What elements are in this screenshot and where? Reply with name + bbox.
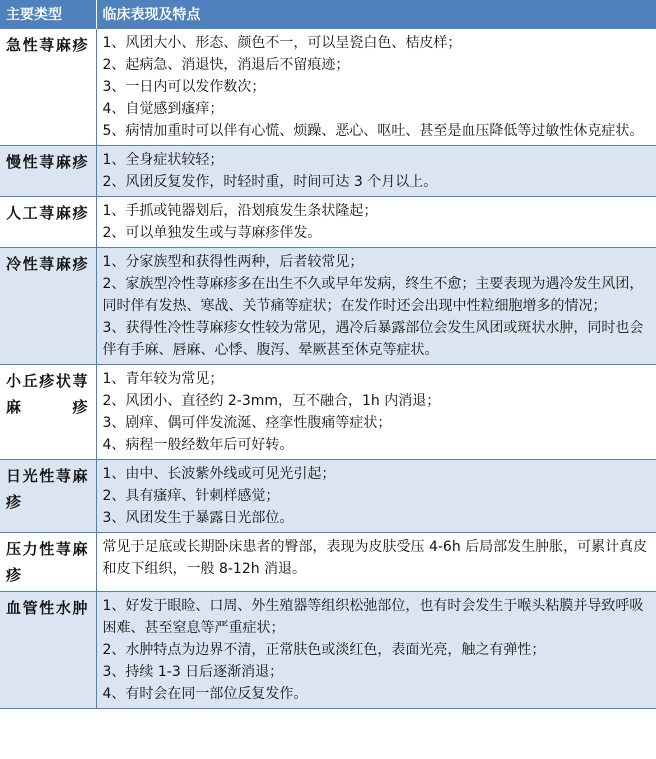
feature-line: 2、具有瘙痒、针刺样感觉； [102, 488, 280, 504]
feature-line: 2、可以单独发生或与荨麻疹伴发。 [102, 225, 322, 241]
table-row [0, 592, 656, 709]
feature-line: 1、手抓或钝器划后，沿划痕发生条状隆起； [102, 203, 378, 219]
feature-line: 3、风团发生于暴露日光部位。 [102, 510, 294, 526]
row-type: 人工荨麻疹 [0, 197, 96, 248]
header-type: 主要类型 [0, 0, 96, 29]
header-features: 临床表现及特点 [96, 0, 656, 29]
row-type: 急性荨麻疹 [0, 29, 96, 146]
feature-line: 常见于足底或长期卧床患者的臀部，表现为皮肤受压 4-6h 后局部发生肿胀，可累计真皮和皮下组织，一般 8-12h 消退。 [102, 539, 648, 577]
feature-line: 3、一日内可以发作数次； [102, 79, 266, 95]
feature-line: 5、病情加重时可以伴有心慌、烦躁、恶心、呕吐、甚至是血压降低等过敏性休克症状。 [102, 123, 644, 139]
row-type: 日光性荨麻疹 [0, 460, 96, 533]
row-type: 冷性荨麻疹 [0, 248, 96, 365]
feature-line: 3、剧痒、偶可伴发流涎、痉挛性腹痛等症状； [102, 415, 392, 431]
table-row [0, 533, 656, 592]
feature-line: 4、有时会在同一部位反复发作。 [102, 686, 308, 702]
feature-line: 2、家族型冷性荨麻疹多在出生不久或早年发病，终生不愈；主要表现为遇冷发生风团，同时伴有发热、寒战、关节痛等症状；在发作时还会出现中性粒细胞增多的情况； [102, 276, 644, 314]
row-features [96, 197, 656, 248]
table-row [0, 197, 656, 248]
row-type: 压力性荨麻疹 [0, 533, 96, 592]
feature-line: 1、风团大小、形态、颜色不一，可以呈瓷白色、桔皮样； [102, 35, 462, 51]
row-features [96, 460, 656, 533]
feature-line: 4、自觉感到瘙痒； [102, 101, 224, 117]
row-features [96, 248, 656, 365]
feature-line: 2、风团小、直径约 2-3mm，互不融合，1h 内消退； [102, 393, 441, 409]
feature-line: 2、起病急、消退快，消退后不留痕迹； [102, 57, 350, 73]
feature-line: 1、由中、长波紫外线或可见光引起； [102, 466, 336, 482]
row-features [96, 533, 656, 592]
feature-line: 2、风团反复发作，时轻时重，时间可达 3 个月以上。 [102, 174, 438, 190]
table-row [0, 460, 656, 533]
feature-line: 1、好发于眼睑、口周、外生殖器等组织松弛部位，也有时会发生于喉头粘膜并导致呼吸困难、甚至窒息等严重症状； [102, 598, 644, 636]
row-features [96, 592, 656, 709]
row-features [96, 365, 656, 460]
feature-line: 1、青年较为常见； [102, 371, 224, 387]
table-row [0, 146, 656, 197]
feature-line: 4、病程一般经数年后可好转。 [102, 437, 294, 453]
table-header-row [0, 0, 656, 29]
feature-line: 1、分家族型和获得性两种，后者较常见； [102, 254, 364, 270]
row-features [96, 146, 656, 197]
table-row [0, 365, 656, 460]
table-row [0, 29, 656, 146]
feature-line: 3、持续 1-3 日后逐渐消退； [102, 664, 284, 680]
row-features [96, 29, 656, 146]
feature-line: 3、获得性冷性荨麻疹女性较为常见，遇冷后暴露部位会发生风团或斑状水肿，同时也会伴有手麻、唇麻、心悸、腹泻、晕厥甚至休克等症状。 [102, 320, 644, 358]
row-type: 小丘疹状荨麻疹 [0, 365, 96, 460]
row-type: 血管性水肿 [0, 592, 96, 709]
feature-line: 2、水肿特点为边界不清，正常肤色或淡红色，表面光亮，触之有弹性； [102, 642, 546, 658]
row-type: 慢性荨麻疹 [0, 146, 96, 197]
feature-line: 1、全身症状较轻； [102, 152, 224, 168]
table-row [0, 248, 656, 365]
